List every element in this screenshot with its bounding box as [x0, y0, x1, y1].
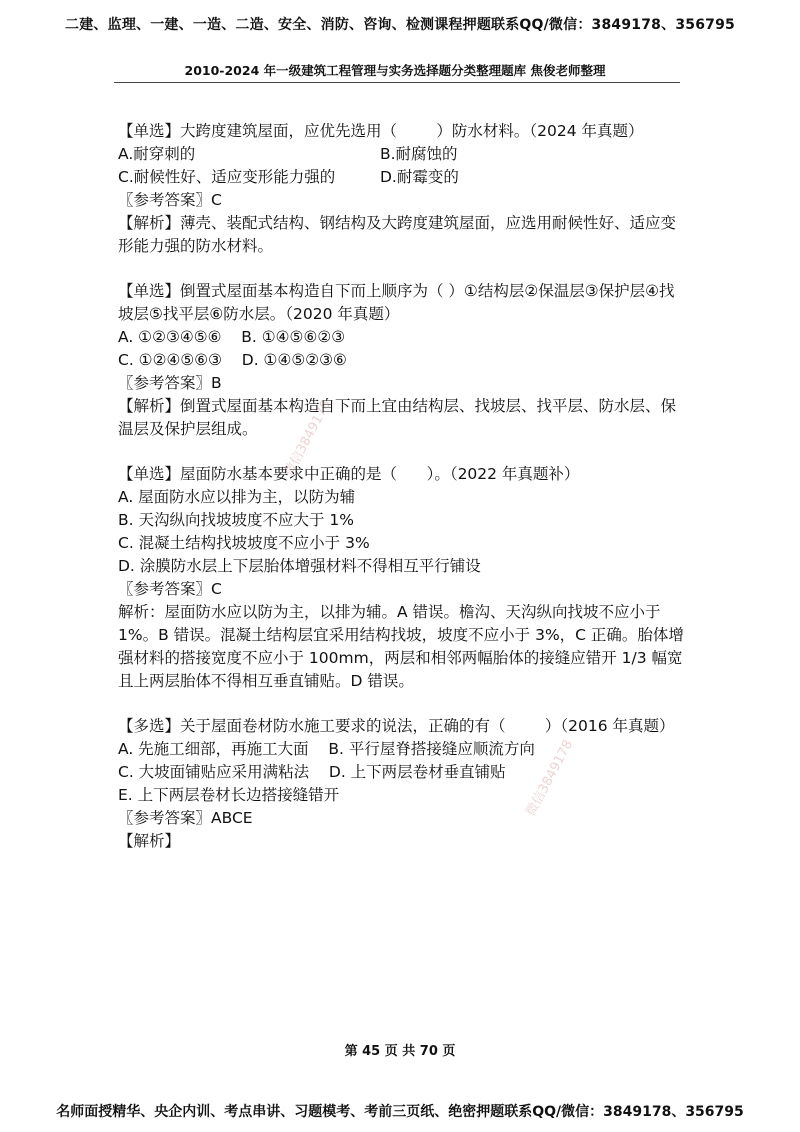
option-line: A. ①②③④⑤⑥ B. ①④⑤⑥②③: [118, 328, 346, 346]
answer: 〖参考答案〗B: [118, 374, 222, 392]
question-stem: 【单选】倒置式屋面基本构造自下而上顺序为（ ）①结构层②保温层③保护层④找坡层⑤找平层⑥防水层。（2020 年真题）: [118, 282, 675, 323]
answer: 〖参考答案〗C: [118, 580, 222, 598]
answer: 〖参考答案〗C: [118, 191, 222, 209]
option-line: B. 天沟纵向找坡坡度不应大于 1%: [118, 511, 355, 529]
watermark: 微信3849178: [523, 737, 577, 819]
watermark: 微信3849178: [281, 397, 335, 479]
option-line: C. ①②④⑤⑥③ D. ①④⑤②③⑥: [118, 351, 347, 369]
option-row: [118, 143, 688, 166]
option-line: A. 先施工细部，再施工大面 B. 平行屋脊搭接缝应顺流方向: [118, 740, 535, 758]
option-line: E. 上下两层卷材长边搭接缝错开: [118, 786, 340, 804]
question-4: [118, 715, 688, 853]
top-banner: 二建、监理、一建、一造、二造、安全、消防、咨询、检测课程押题联系QQ/微信：3849178、356795: [65, 17, 735, 33]
page-number: 第 45 页 共 70 页: [344, 1044, 456, 1059]
bottom-banner: 名师面授精华、央企内训、考点串讲、习题模考、考前三页纸、绝密押题联系QQ/微信：3849178、356795: [56, 1104, 744, 1120]
question-2: [118, 280, 688, 441]
question-3: [118, 463, 688, 693]
question-stem: 【单选】屋面防水基本要求中正确的是（ ）。（2022 年真题补）: [118, 465, 580, 483]
header-divider: [114, 82, 680, 83]
analysis: 【解析】薄壳、装配式结构、钢结构及大跨度建筑屋面，应选用耐候性好、适应变形能力强的防水材料。: [118, 214, 677, 255]
option-line: C. 大坡面铺贴应采用满粘法 D. 上下两层卷材垂直铺贴: [118, 763, 506, 781]
option-row: [118, 166, 688, 189]
option-line: C. 混凝土结构找坡坡度不应小于 3%: [118, 534, 370, 552]
option-a: A.耐穿刺的: [118, 145, 196, 163]
option-line: A. 屋面防水应以排为主，以防为辅: [118, 488, 356, 506]
analysis: 【解析】: [118, 832, 181, 850]
question-stem: 【多选】关于屋面卷材防水施工要求的说法，正确的有（ ）（2016 年真题）: [118, 717, 675, 735]
option-c: C.耐候性好、适应变形能力强的: [118, 168, 336, 186]
question-stem: 【单选】大跨度建筑屋面，应优先选用（ ）防水材料。（2024 年真题）: [118, 122, 644, 140]
option-d: D.耐霉变的: [380, 168, 459, 186]
document-header: 2010-2024 年一级建筑工程管理与实务选择题分类整理题库 焦俊老师整理: [184, 63, 606, 78]
option-line: D. 涂膜防水层上下层胎体增强材料不得相互平行铺设: [118, 557, 481, 575]
answer: 〖参考答案〗ABCE: [118, 809, 253, 827]
option-b: B.耐腐蚀的: [380, 145, 458, 163]
analysis: 解析：屋面防水应以防为主，以排为辅。A 错误。檐沟、天沟纵向找坡不应小于1%。B 错误。混凝土结构层宜采用结构找坡，坡度不应小于 3%，C 正确。胎体增强材料的搭接宽度不应小于 100mm，两层和相邻两幅胎体的接缝应错开 1/3 幅宽且上两层胎体不得相互垂直铺贴。D 错误。: [118, 603, 684, 690]
analysis: 【解析】倒置式屋面基本构造自下而上宜由结构层、找坡层、找平层、防水层、保温层及保护层组成。: [118, 397, 677, 438]
question-content: [118, 120, 688, 875]
question-1: [118, 120, 688, 258]
